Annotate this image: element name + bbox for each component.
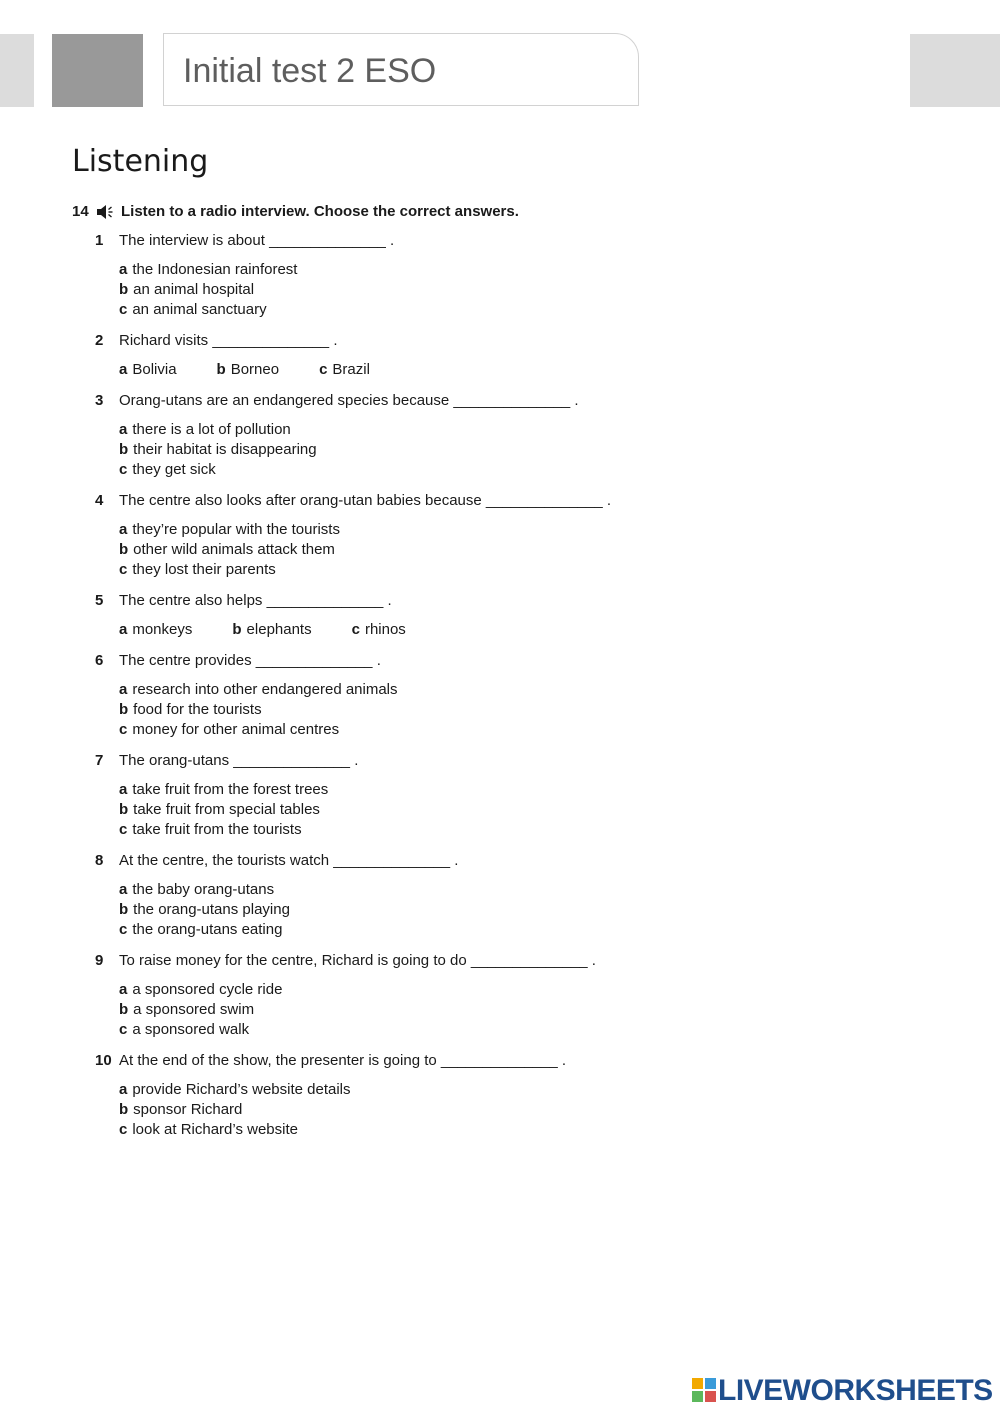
option-letter: a: [119, 421, 128, 438]
option-letter: b: [216, 361, 226, 378]
option-text: the Indonesian rainforest: [132, 261, 298, 278]
question-line: [95, 491, 715, 511]
question-number: 1: [95, 232, 104, 249]
option-letter: a: [119, 621, 128, 638]
answer-options: [119, 620, 715, 640]
question-number: 9: [95, 952, 104, 969]
option-letter: b: [232, 621, 242, 638]
option-text: their habitat is disappearing: [133, 441, 317, 458]
question-number: 5: [95, 592, 104, 609]
option-text: take fruit from the tourists: [132, 821, 302, 838]
option-letter: b: [119, 701, 129, 718]
answer-option-b[interactable]: [119, 280, 715, 300]
option-letter: c: [119, 561, 128, 578]
answer-option-a[interactable]: [119, 880, 715, 900]
answer-option-a[interactable]: [119, 620, 192, 640]
answer-option-a[interactable]: [119, 260, 715, 280]
question-7: [95, 751, 715, 840]
option-text: they get sick: [132, 461, 216, 478]
question-line: [95, 951, 715, 971]
option-text: take fruit from the forest trees: [132, 781, 329, 798]
question-1: [95, 231, 715, 320]
question-number: 6: [95, 652, 104, 669]
answer-options: [119, 360, 715, 380]
question-line: [95, 1051, 715, 1071]
section-heading: Listening: [72, 144, 209, 179]
question-6: [95, 651, 715, 740]
question-line: [95, 391, 715, 411]
option-text: look at Richard’s website: [132, 1121, 298, 1138]
option-text: the orang-utans eating: [132, 921, 283, 938]
page-title: Initial test 2 ESO: [183, 52, 437, 90]
option-text: provide Richard’s website details: [132, 1081, 351, 1098]
option-letter: a: [119, 261, 128, 278]
answer-options: [119, 680, 715, 740]
question-stem: At the end of the show, the presenter is going to ______________ .: [119, 1052, 567, 1069]
question-line: [95, 331, 715, 351]
question-10: [95, 1051, 715, 1140]
option-letter: c: [119, 461, 128, 478]
option-text: rhinos: [364, 621, 406, 638]
option-text: the baby orang-utans: [132, 881, 275, 898]
question-8: [95, 851, 715, 940]
header-decor-block-left-light: [0, 34, 34, 107]
option-letter: c: [119, 721, 128, 738]
question-number: 4: [95, 492, 104, 509]
answer-options: [119, 980, 715, 1040]
option-text: Borneo: [230, 361, 280, 378]
question-stem: The centre also helps ______________ .: [119, 592, 392, 609]
answer-option-c[interactable]: [119, 820, 715, 840]
answer-options: [119, 420, 715, 480]
option-letter: a: [119, 781, 128, 798]
answer-option-a[interactable]: [119, 780, 715, 800]
option-text: research into other endangered animals: [132, 681, 398, 698]
question-9: [95, 951, 715, 1040]
question-line: [95, 851, 715, 871]
exercise-instruction: Listen to a radio interview. Choose the correct answers.: [121, 203, 519, 220]
option-text: an animal hospital: [133, 281, 255, 298]
answer-option-b[interactable]: [119, 1000, 715, 1020]
answer-option-a[interactable]: [119, 980, 715, 1000]
answer-option-a[interactable]: [119, 520, 715, 540]
option-letter: c: [119, 1121, 128, 1138]
option-letter: c: [119, 301, 128, 318]
option-letter: a: [119, 521, 128, 538]
answer-options: [119, 880, 715, 940]
question-stem: To raise money for the centre, Richard is going to do ______________ .: [119, 952, 596, 969]
option-letter: c: [351, 621, 360, 638]
speaker-audio-icon[interactable]: [96, 204, 114, 220]
option-text: the orang-utans playing: [133, 901, 290, 918]
option-letter: c: [119, 921, 128, 938]
option-text: monkeys: [132, 621, 193, 638]
answer-option-a[interactable]: [119, 1080, 715, 1100]
option-text: Bolivia: [132, 361, 177, 378]
answer-option-b[interactable]: [119, 900, 715, 920]
answer-option-c[interactable]: [119, 920, 715, 940]
question-4: [95, 491, 715, 580]
answer-option-c[interactable]: [352, 620, 406, 640]
option-text: sponsor Richard: [133, 1101, 243, 1118]
option-letter: c: [119, 1021, 128, 1038]
answer-option-a[interactable]: [119, 420, 715, 440]
option-text: food for the tourists: [133, 701, 262, 718]
option-text: Brazil: [332, 361, 370, 378]
logo-mark-icon: [692, 1378, 716, 1402]
question-2: [95, 331, 715, 380]
header-decor-block-right: [910, 34, 1000, 107]
question-list: [95, 231, 715, 1151]
option-text: take fruit from special tables: [133, 801, 320, 818]
answer-option-b[interactable]: [119, 800, 715, 820]
option-text: money for other animal centres: [132, 721, 340, 738]
question-number: 8: [95, 852, 104, 869]
answer-option-b[interactable]: [119, 700, 715, 720]
option-letter: a: [119, 681, 128, 698]
answer-option-b[interactable]: [232, 620, 311, 640]
answer-option-c[interactable]: [119, 560, 715, 580]
answer-option-b[interactable]: [217, 360, 280, 380]
header-decor-block-left-dark: [52, 34, 143, 107]
answer-option-c[interactable]: [119, 1120, 715, 1140]
option-letter: a: [119, 1081, 128, 1098]
logo-text: LIVEWORKSHEETS: [718, 1374, 993, 1407]
option-letter: a: [119, 361, 128, 378]
answer-options: [119, 520, 715, 580]
question-line: [95, 651, 715, 671]
answer-option-c[interactable]: [119, 1020, 715, 1040]
question-stem: The interview is about ______________ .: [119, 232, 395, 249]
option-letter: a: [119, 881, 128, 898]
option-letter: b: [119, 1001, 129, 1018]
option-letter: b: [119, 801, 129, 818]
option-letter: b: [119, 1101, 129, 1118]
answer-option-c[interactable]: [119, 300, 715, 320]
option-text: they’re popular with the tourists: [132, 521, 340, 538]
answer-option-a[interactable]: [119, 680, 715, 700]
question-stem: The centre provides ______________ .: [119, 652, 381, 669]
question-stem: The centre also looks after orang-utan babies because ______________ .: [119, 492, 612, 509]
question-stem: The orang-utans ______________ .: [119, 752, 359, 769]
option-text: an animal sanctuary: [132, 301, 267, 318]
exercise-number: 14: [72, 203, 89, 220]
option-text: a sponsored swim: [133, 1001, 255, 1018]
title-box: [163, 33, 639, 106]
option-letter: a: [119, 981, 128, 998]
answer-option-c[interactable]: [119, 460, 715, 480]
question-number: 3: [95, 392, 104, 409]
answer-options: [119, 1080, 715, 1140]
option-letter: c: [319, 361, 328, 378]
answer-option-c[interactable]: [319, 360, 370, 380]
answer-option-b[interactable]: [119, 1100, 715, 1120]
answer-option-c[interactable]: [119, 720, 715, 740]
option-text: they lost their parents: [132, 561, 276, 578]
question-number: 2: [95, 332, 104, 349]
option-text: a sponsored walk: [132, 1021, 250, 1038]
question-line: [95, 591, 715, 611]
question-line: [95, 751, 715, 771]
question-3: [95, 391, 715, 480]
answer-options: [119, 260, 715, 320]
answer-option-a[interactable]: [119, 360, 177, 380]
option-text: a sponsored cycle ride: [132, 981, 283, 998]
answer-option-b[interactable]: [119, 440, 715, 460]
answer-option-b[interactable]: [119, 540, 715, 560]
question-line: [95, 231, 715, 251]
option-letter: b: [119, 281, 129, 298]
question-number: 7: [95, 752, 104, 769]
option-letter: b: [119, 541, 129, 558]
option-letter: b: [119, 901, 129, 918]
question-stem: Orang-utans are an endangered species because ______________ .: [119, 392, 579, 409]
option-text: there is a lot of pollution: [132, 421, 291, 438]
question-stem: At the centre, the tourists watch ______________ .: [119, 852, 459, 869]
question-stem: Richard visits ______________ .: [119, 332, 338, 349]
answer-options: [119, 780, 715, 840]
option-text: elephants: [246, 621, 312, 638]
question-5: [95, 591, 715, 640]
option-text: other wild animals attack them: [133, 541, 335, 558]
option-letter: c: [119, 821, 128, 838]
question-number: 10: [95, 1052, 112, 1069]
option-letter: b: [119, 441, 129, 458]
